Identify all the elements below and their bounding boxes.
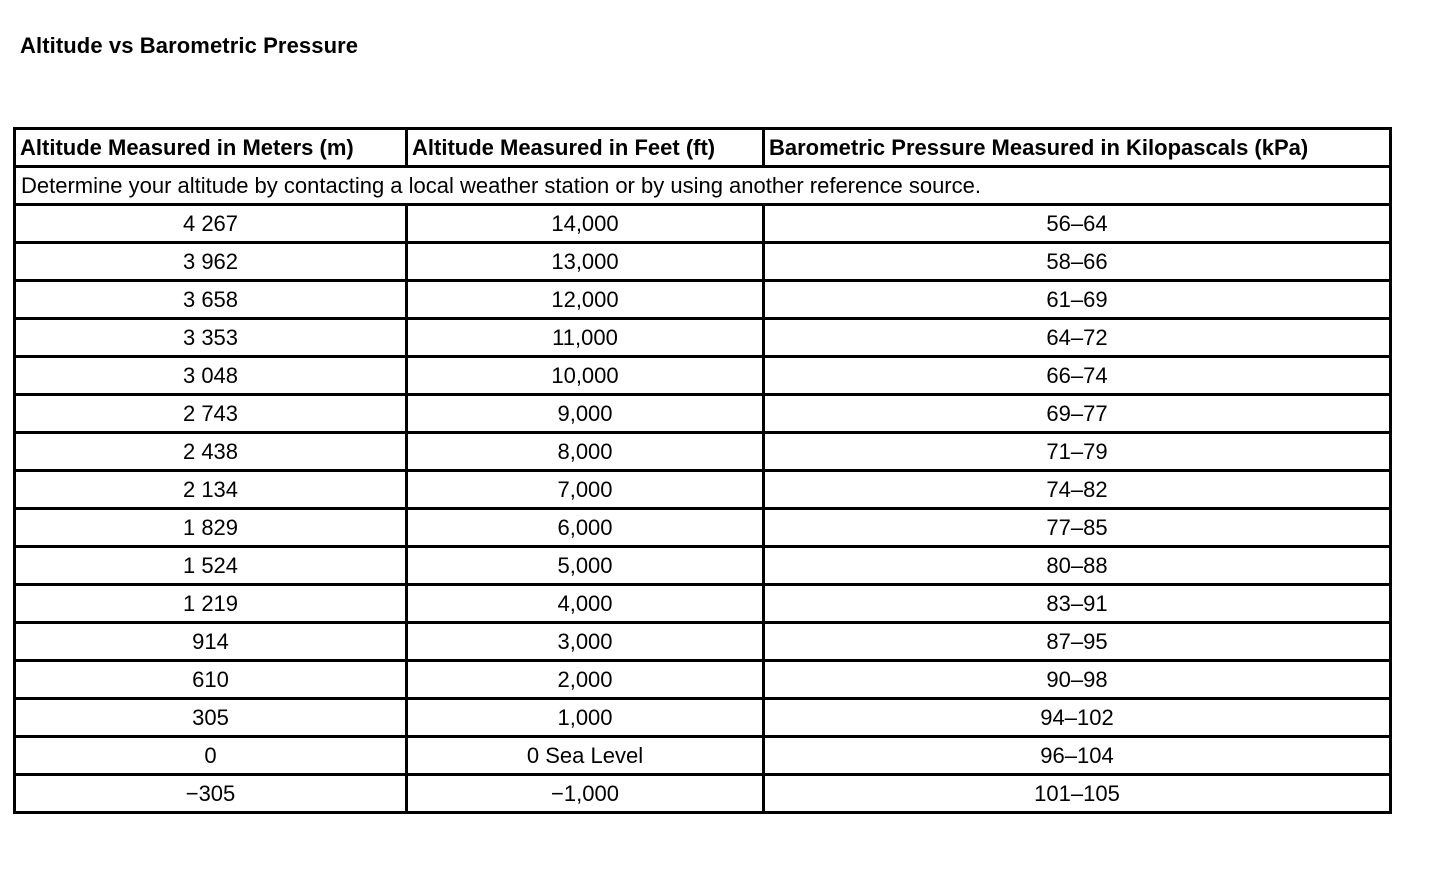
cell-pressure: 74–82 bbox=[764, 471, 1391, 509]
cell-feet: 5,000 bbox=[407, 547, 764, 585]
table-row bbox=[15, 205, 1391, 243]
cell-meters: 0 bbox=[15, 737, 407, 775]
note-row bbox=[15, 167, 1391, 205]
table-row bbox=[15, 395, 1391, 433]
cell-feet: −1,000 bbox=[407, 775, 764, 813]
cell-feet: 14,000 bbox=[407, 205, 764, 243]
table-row bbox=[15, 243, 1391, 281]
cell-meters: 1 219 bbox=[15, 585, 407, 623]
cell-pressure: 94–102 bbox=[764, 699, 1391, 737]
cell-meters: 1 524 bbox=[15, 547, 407, 585]
cell-pressure: 77–85 bbox=[764, 509, 1391, 547]
cell-meters: 2 438 bbox=[15, 433, 407, 471]
cell-feet: 7,000 bbox=[407, 471, 764, 509]
header-feet: Altitude Measured in Feet (ft) bbox=[407, 129, 764, 167]
cell-pressure: 101–105 bbox=[764, 775, 1391, 813]
cell-feet: 8,000 bbox=[407, 433, 764, 471]
cell-feet: 6,000 bbox=[407, 509, 764, 547]
cell-feet: 11,000 bbox=[407, 319, 764, 357]
header-meters: Altitude Measured in Meters (m) bbox=[15, 129, 407, 167]
cell-feet: 2,000 bbox=[407, 661, 764, 699]
table-row bbox=[15, 357, 1391, 395]
cell-pressure: 83–91 bbox=[764, 585, 1391, 623]
cell-meters: −305 bbox=[15, 775, 407, 813]
table-row bbox=[15, 319, 1391, 357]
cell-pressure: 64–72 bbox=[764, 319, 1391, 357]
cell-pressure: 90–98 bbox=[764, 661, 1391, 699]
cell-meters: 610 bbox=[15, 661, 407, 699]
cell-pressure: 87–95 bbox=[764, 623, 1391, 661]
cell-feet: 10,000 bbox=[407, 357, 764, 395]
cell-meters: 3 353 bbox=[15, 319, 407, 357]
table-row bbox=[15, 509, 1391, 547]
page-title: Altitude vs Barometric Pressure bbox=[20, 33, 359, 58]
cell-feet: 4,000 bbox=[407, 585, 764, 623]
cell-meters: 914 bbox=[15, 623, 407, 661]
header-row bbox=[15, 129, 1391, 167]
cell-pressure: 58–66 bbox=[764, 243, 1391, 281]
cell-meters: 2 743 bbox=[15, 395, 407, 433]
table-row bbox=[15, 471, 1391, 509]
cell-meters: 3 658 bbox=[15, 281, 407, 319]
header-pressure: Barometric Pressure Measured in Kilopascals (kPa) bbox=[764, 129, 1391, 167]
cell-pressure: 80–88 bbox=[764, 547, 1391, 585]
cell-meters: 4 267 bbox=[15, 205, 407, 243]
table-row bbox=[15, 547, 1391, 585]
table-row bbox=[15, 775, 1391, 813]
cell-meters: 3 048 bbox=[15, 357, 407, 395]
cell-feet: 0 Sea Level bbox=[407, 737, 764, 775]
cell-meters: 1 829 bbox=[15, 509, 407, 547]
cell-feet: 13,000 bbox=[407, 243, 764, 281]
cell-feet: 3,000 bbox=[407, 623, 764, 661]
table-row bbox=[15, 737, 1391, 775]
cell-pressure: 66–74 bbox=[764, 357, 1391, 395]
table-row bbox=[15, 661, 1391, 699]
cell-meters: 3 962 bbox=[15, 243, 407, 281]
cell-meters: 305 bbox=[15, 699, 407, 737]
cell-feet: 12,000 bbox=[407, 281, 764, 319]
cell-pressure: 56–64 bbox=[764, 205, 1391, 243]
altitude-pressure-table bbox=[13, 127, 1392, 814]
cell-pressure: 96–104 bbox=[764, 737, 1391, 775]
cell-pressure: 71–79 bbox=[764, 433, 1391, 471]
table-row bbox=[15, 699, 1391, 737]
cell-feet: 9,000 bbox=[407, 395, 764, 433]
table-row bbox=[15, 623, 1391, 661]
cell-pressure: 69–77 bbox=[764, 395, 1391, 433]
table-note: Determine your altitude by contacting a local weather station or by using another reference source. bbox=[15, 167, 1391, 205]
cell-pressure: 61–69 bbox=[764, 281, 1391, 319]
table-row bbox=[15, 585, 1391, 623]
table-row bbox=[15, 433, 1391, 471]
table-row bbox=[15, 281, 1391, 319]
cell-feet: 1,000 bbox=[407, 699, 764, 737]
cell-meters: 2 134 bbox=[15, 471, 407, 509]
